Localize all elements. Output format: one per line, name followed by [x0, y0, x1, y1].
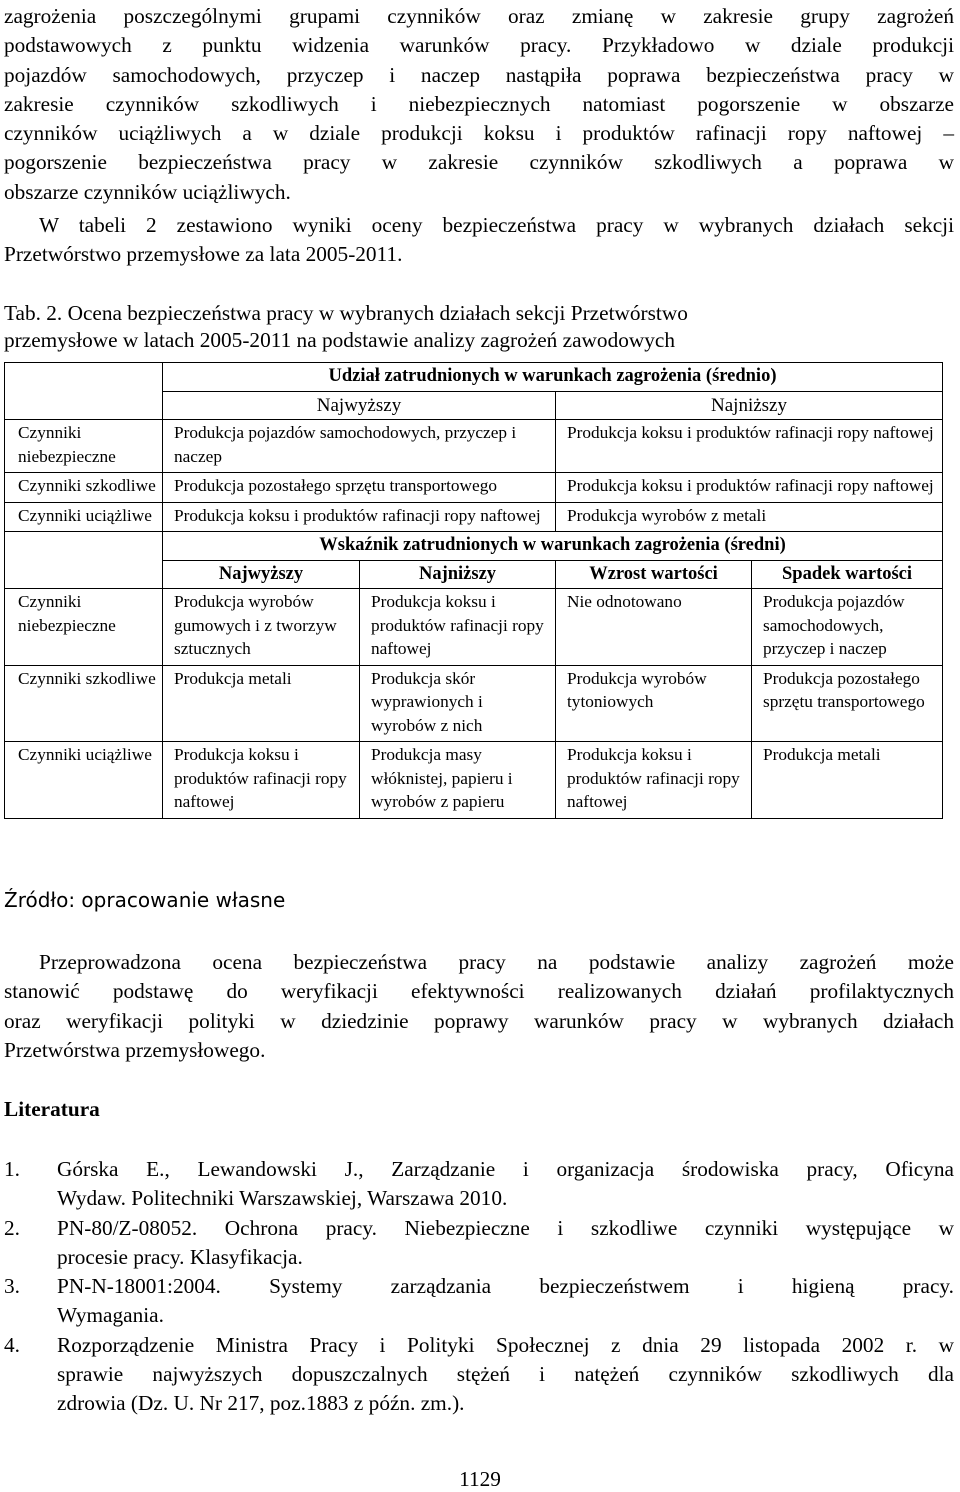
reference-line: Wydaw. Politechniki Warszawskiej, Warszawa 2010.: [57, 1186, 508, 1211]
lowest-cell: Produkcja skór wyprawionych i wyrobów z nich: [360, 665, 556, 742]
reference-item: [4, 1214, 954, 1273]
reference-number: 3.: [4, 1274, 20, 1299]
lowest-cell: Produkcja koksu i produktów rafinacji ropy naftowej: [556, 420, 943, 473]
references-heading: Literatura: [4, 1097, 100, 1121]
reference-line: Rozporządzenie Ministra Pracy i Polityki Społecznej z dnia 29 listopada 2002 r. w: [57, 1332, 954, 1357]
factor-label: Czynniki uciążliwe: [5, 742, 163, 819]
decrease-cell: Produkcja pozostałego sprzętu transportowego: [752, 665, 943, 742]
section1-title: Udział zatrudnionych w warunkach zagrożenia (średnio): [163, 363, 943, 392]
empty-cell: [5, 532, 163, 561]
factor-label: Czynniki niebezpieczne: [5, 420, 163, 473]
increase-cell: Produkcja koksu i produktów rafinacji ropy naftowej: [556, 742, 752, 819]
lowest-cell: Produkcja wyrobów z metali: [556, 502, 943, 532]
section1-header-row: [5, 391, 943, 420]
decrease-cell: Produkcja metali: [752, 742, 943, 819]
table-row: [5, 502, 943, 532]
factor-label: Czynniki uciążliwe: [5, 502, 163, 532]
table-caption: [4, 300, 956, 354]
highest-cell: Produkcja wyrobów gumowych i z tworzyw sztucznych: [163, 589, 360, 666]
caption-line: Tab. 2. Ocena bezpieczeństwa pracy w wybranych działach sekcji Przetwórstwo: [4, 301, 688, 325]
reference-line: PN-N-18001:2004. Systemy zarządzania bezpieczeństwem i higieną pracy.: [57, 1274, 954, 1299]
lowest-cell: Produkcja koksu i produktów rafinacji ropy naftowej: [360, 589, 556, 666]
empty-cell: [5, 560, 163, 589]
text-line: podstawowych z punktu widzenia warunków pracy. Przykładowo w dziale produkcji: [4, 33, 954, 58]
reference-line: Górska E., Lewandowski J., Zarządzanie i organizacja środowiska pracy, Oficyna: [57, 1157, 954, 1181]
reference-line: Wymagania.: [57, 1303, 164, 1328]
decrease-cell: Produkcja pojazdów samochodowych, przyczep i naczep: [752, 589, 943, 666]
reference-number: 2.: [4, 1215, 20, 1240]
text-line: pojazdów samochodowych, przyczep i naczep nastąpiła poprawa bezpieczeństwa pracy w: [4, 62, 954, 87]
factor-label: Czynniki szkodliwe: [5, 665, 163, 742]
reference-number: 4.: [4, 1332, 20, 1357]
section2-col-decrease: Spadek wartości: [752, 560, 943, 589]
section2-header-row: [5, 560, 943, 589]
text-line: stanowić podstawę do weryfikacji efektywności realizowanych działań profilaktycznych: [4, 979, 954, 1004]
table-row: [5, 665, 943, 742]
safety-assessment-table: [4, 362, 943, 819]
section2-title: Wskaźnik zatrudnionych w warunkach zagrożenia (średni): [163, 532, 943, 561]
table-intro-paragraph: [4, 211, 954, 270]
empty-cell: [5, 363, 163, 392]
source-note: Źródło: opracowanie własne: [4, 888, 286, 912]
highest-cell: Produkcja koksu i produktów rafinacji ropy naftowej: [163, 502, 556, 532]
highest-cell: Produkcja pojazdów samochodowych, przyczep i naczep: [163, 420, 556, 473]
caption-line: przemysłowe w latach 2005-2011 na podstawie analizy zagrożeń zawodowych: [4, 328, 675, 352]
section2-title-row: [5, 532, 943, 561]
text-line: oraz weryfikacji polityki w dziedzinie poprawy warunków pracy w wybranych działach: [4, 1008, 954, 1033]
page-number: 1129: [459, 1467, 501, 1491]
reference-item: [4, 1331, 954, 1419]
reference-line: sprawie najwyższych dopuszczalnych stężeń i natężeń czynników szkodliwych dla: [57, 1362, 954, 1387]
text-line: czynników uciążliwych a w dziale produkcji koksu i produktów rafinacji ropy naftowej –: [4, 121, 954, 146]
reference-line: procesie pracy. Klasyfikacja.: [57, 1244, 303, 1269]
increase-cell: Nie odnotowano: [556, 589, 752, 666]
reference-line: zdrowia (Dz. U. Nr 217, poz.1883 z późn. zm.).: [57, 1391, 465, 1416]
text-line: zagrożenia poszczególnymi grupami czynników oraz zmianę w zakresie grupy zagrożeń: [4, 4, 954, 28]
section2-col-increase: Wzrost wartości: [556, 560, 752, 589]
text-line: pogorszenie bezpieczeństwa pracy w zakresie czynników szkodliwych a poprawa w: [4, 150, 954, 175]
reference-line: PN-80/Z-08052. Ochrona pracy. Niebezpieczne i szkodliwe czynniki występujące w: [57, 1215, 954, 1240]
references-list: [4, 1155, 954, 1419]
empty-cell: [5, 391, 163, 420]
text-line: obszarze czynników uciążliwych.: [4, 179, 291, 204]
table-row: [5, 742, 943, 819]
text-line: Przetwórstwa przemysłowego.: [4, 1037, 266, 1062]
highest-cell: Produkcja metali: [163, 665, 360, 742]
text-line: W tabeli 2 zestawiono wyniki oceny bezpieczeństwa pracy w wybranych działach sekcji: [39, 213, 954, 237]
highest-cell: Produkcja koksu i produktów rafinacji ropy naftowej: [163, 742, 360, 819]
section1-title-row: [5, 363, 943, 392]
table-row: [5, 473, 943, 503]
highest-cell: Produkcja pozostałego sprzętu transportowego: [163, 473, 556, 503]
section2-col-highest: Najwyższy: [163, 560, 360, 589]
factor-label: Czynniki niebezpieczne: [5, 589, 163, 666]
reference-item: [4, 1155, 954, 1214]
reference-item: [4, 1272, 954, 1331]
text-line: zakresie czynników szkodliwych i niebezpiecznych natomiast pogorszenie w obszarze: [4, 91, 954, 116]
text-line: Przetwórstwo przemysłowe za lata 2005-2011.: [4, 242, 403, 267]
increase-cell: Produkcja wyrobów tytoniowych: [556, 665, 752, 742]
lowest-cell: Produkcja masy włóknistej, papieru i wyrobów z papieru: [360, 742, 556, 819]
lowest-cell: Produkcja koksu i produktów rafinacji ropy naftowej: [556, 473, 943, 503]
table-row: [5, 420, 943, 473]
conclusion-paragraph: [4, 948, 954, 1065]
section1-col-highest: Najwyższy: [163, 391, 556, 420]
section2-col-lowest: Najniższy: [360, 560, 556, 589]
section1-col-lowest: Najniższy: [556, 391, 943, 420]
intro-paragraph: [4, 2, 954, 207]
reference-number: 1.: [4, 1157, 20, 1181]
factor-label: Czynniki szkodliwe: [5, 473, 163, 503]
text-line: Przeprowadzona ocena bezpieczeństwa pracy na podstawie analizy zagrożeń może: [39, 950, 954, 974]
table-row: [5, 589, 943, 666]
